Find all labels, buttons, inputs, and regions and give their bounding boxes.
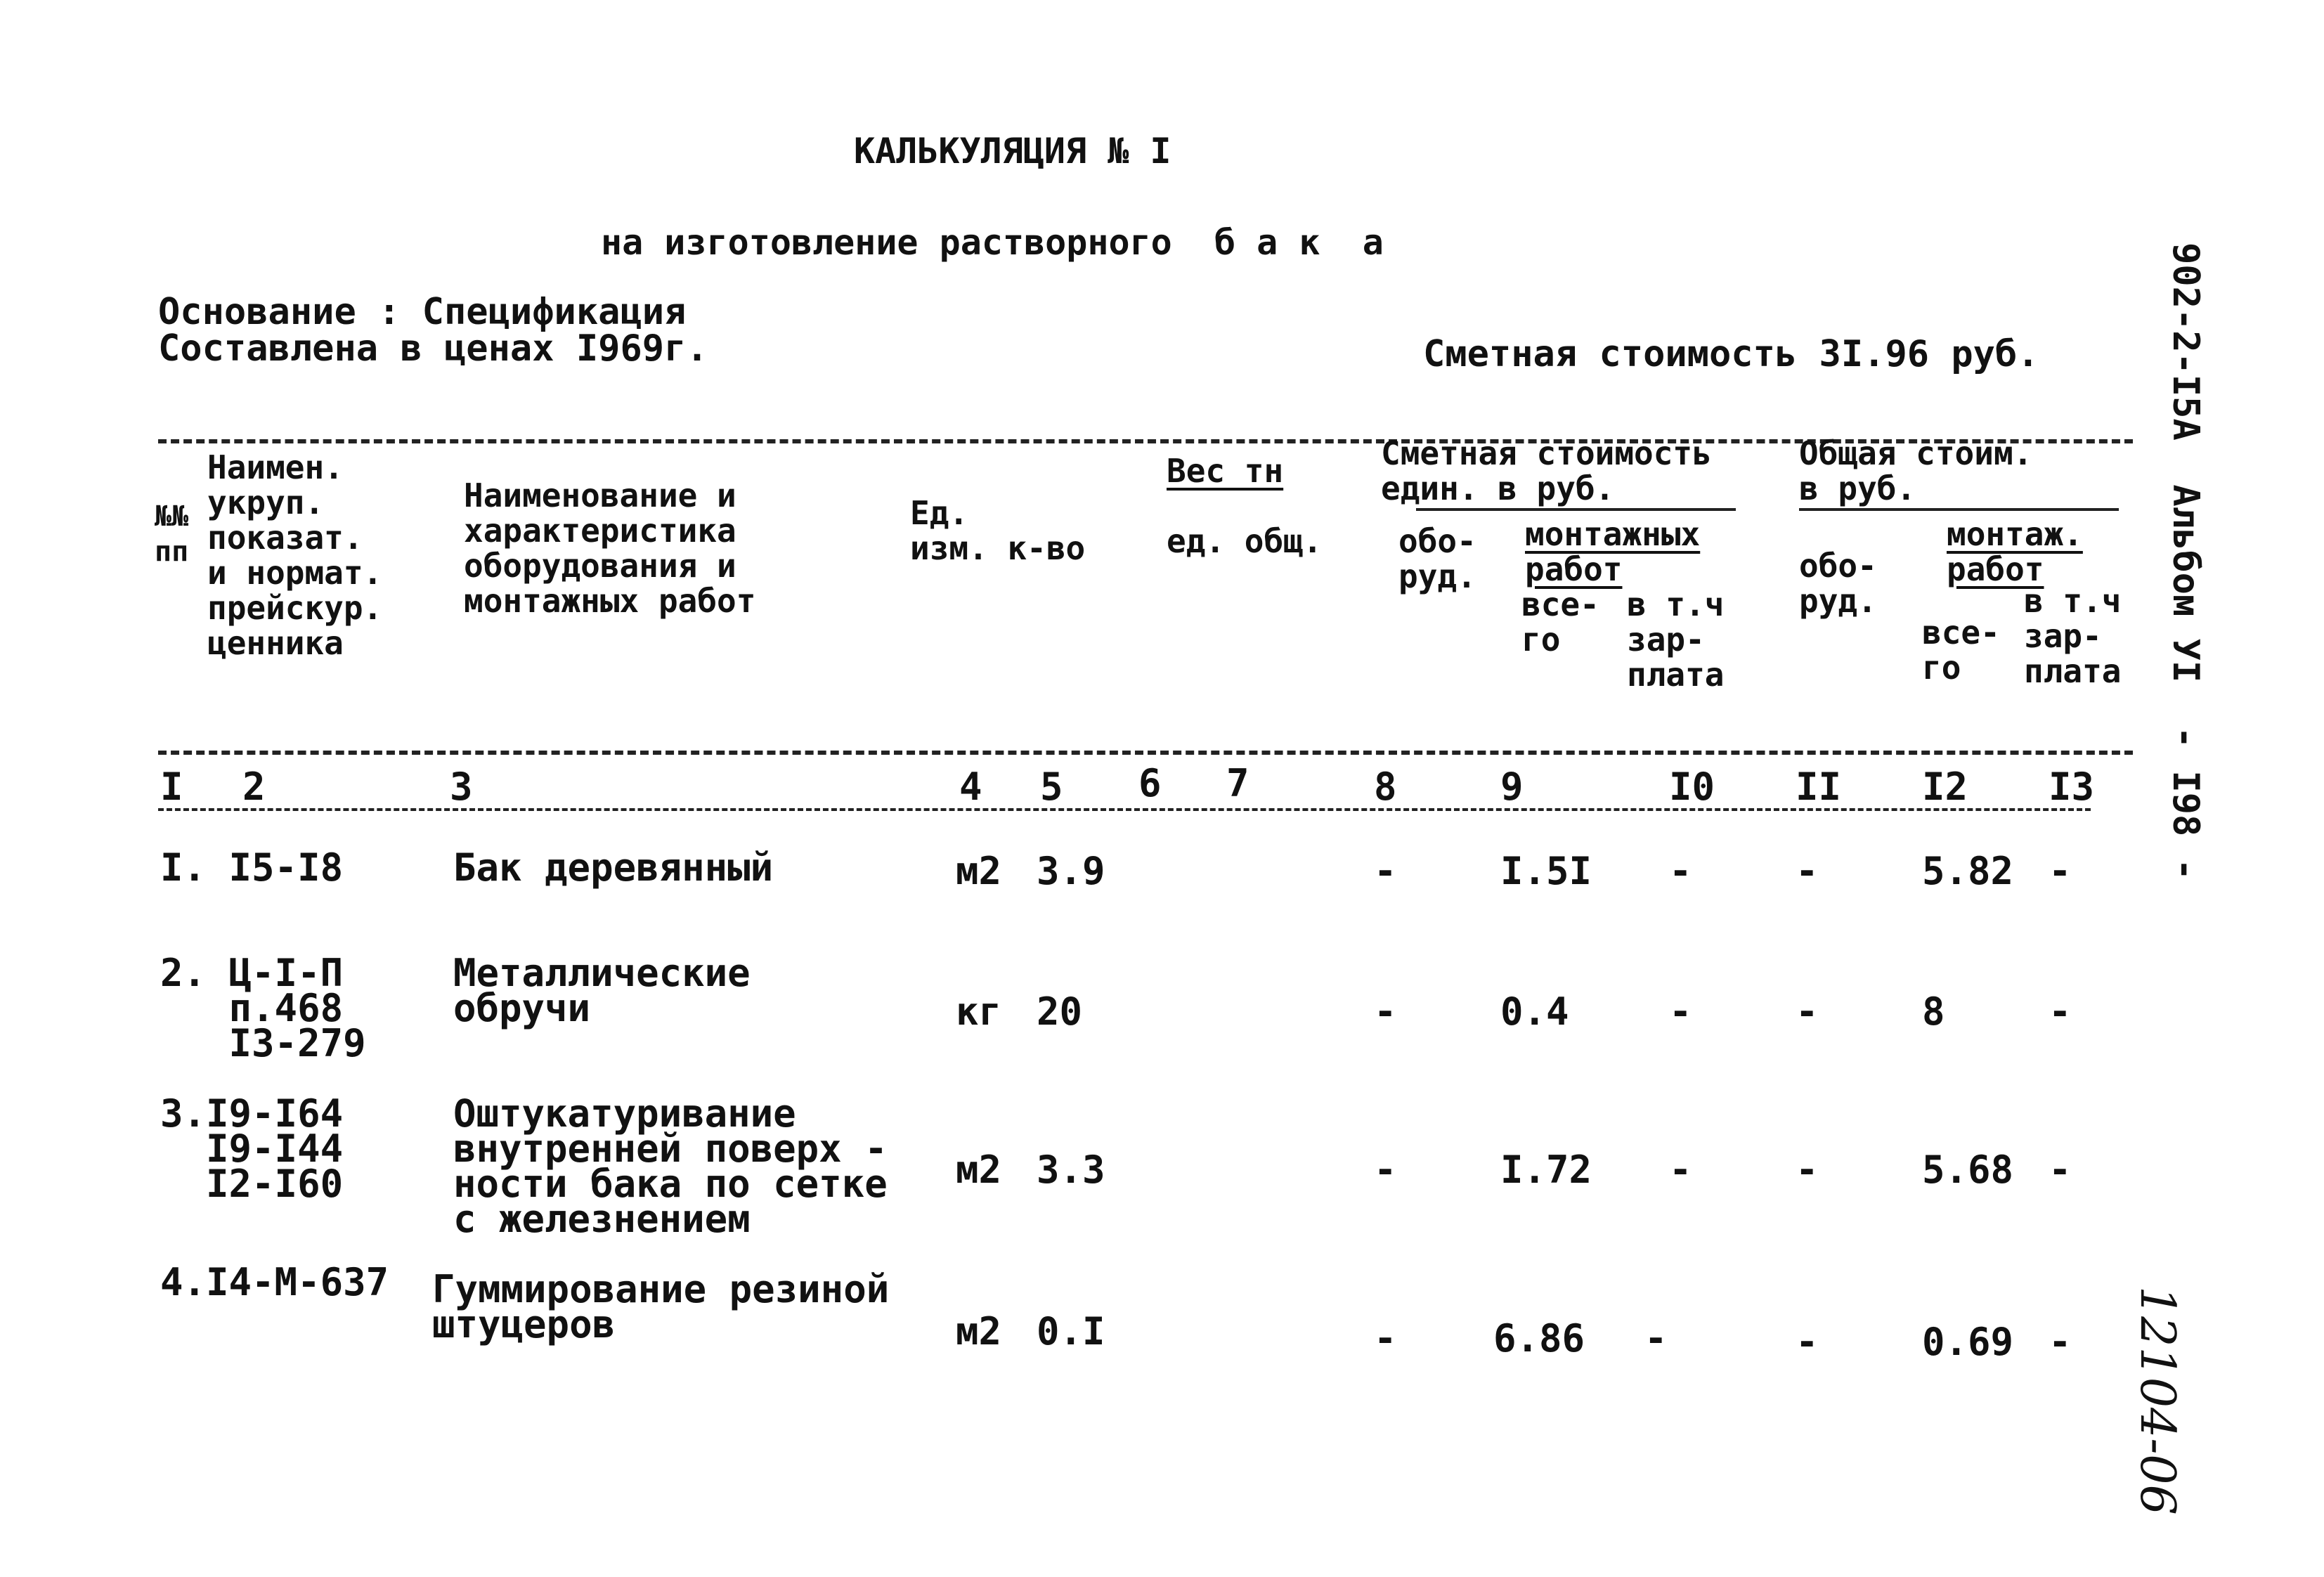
header-weight-sub: ед. общ. [1167, 522, 1323, 560]
row3-c13: - [2049, 1148, 2072, 1192]
row4-c8: - [1374, 1316, 1397, 1361]
row1-c12: 5.82 [1922, 849, 2014, 893]
row4-c9: 6.86 [1493, 1316, 1585, 1361]
row3-c11: - [1796, 1148, 1819, 1192]
row2-unit: кг [956, 989, 1002, 1034]
row3-unit: м2 [956, 1148, 1002, 1192]
row2-c10: - [1669, 989, 1692, 1034]
row2-code: 2. Ц-I-П п.468 I3-279 [160, 951, 366, 1065]
row1-c9: I.5I [1500, 849, 1592, 893]
estimated-cost: Сметная стоимость 3I.96 руб. [1423, 333, 2039, 375]
colnum-rule [158, 808, 2091, 811]
row1-c8: - [1374, 849, 1397, 893]
colnum-8: 8 [1374, 765, 1397, 809]
row1-c11: - [1796, 849, 1819, 893]
row2-name: Металлические обручи [453, 951, 751, 1030]
side-code: 902-2-I5A Альбом УI - I98 - [2164, 242, 2207, 881]
row1-unit: м2 [956, 849, 1002, 893]
document-subtitle: на изготовление растворного б а к а [601, 222, 1384, 263]
row3-c12: 5.68 [1922, 1148, 2014, 1192]
header-col3: Наименование и характеристика оборудования и монтажных работ [464, 476, 756, 620]
document-title: КАЛЬКУЛЯЦИЯ № I [854, 131, 1171, 171]
row2-qty: 20 [1037, 989, 1083, 1034]
row3-code: 3.I9-I64 I9-I44 I2-I60 [160, 1091, 344, 1206]
basis-text: Основание : Спецификация [158, 291, 687, 333]
colnum-6: 6 [1138, 761, 1162, 805]
row4-name: Гуммирование резиной штуцеров [432, 1267, 890, 1346]
colnum-3: 3 [450, 765, 473, 809]
row1-name: Бак деревянный [453, 845, 774, 890]
row2-c12: 8 [1922, 989, 1945, 1034]
row4-c13: - [2049, 1320, 2072, 1364]
row3-c9: I.72 [1500, 1148, 1592, 1192]
colnum-7: 7 [1226, 761, 1249, 805]
row4-qty: 0.I [1037, 1309, 1105, 1354]
row1-code: I. I5-I8 [160, 845, 344, 890]
row2-c9: 0.4 [1500, 989, 1569, 1034]
header-montage-total: монтаж. работ [1947, 515, 2083, 588]
colnum-2: 2 [242, 765, 266, 809]
header-total-cost-rule [1799, 508, 2119, 511]
colnum-11: II [1796, 765, 1842, 809]
row4-c10: - [1644, 1316, 1668, 1361]
header-bottom-rule [158, 751, 2133, 755]
colnum-10: I0 [1669, 765, 1715, 809]
row2-c13: - [2049, 989, 2072, 1034]
colnum-9: 9 [1500, 765, 1524, 809]
header-incl-total: в т.ч зар- плата [2024, 582, 2122, 690]
colnum-4: 4 [959, 765, 982, 809]
row4-code: 4.I4-М-637 [160, 1260, 389, 1304]
compiled-text: Составлена в ценах I969г. [158, 327, 708, 370]
header-col4-5: Ед. изм. к-во [910, 494, 1086, 567]
colnum-13: I3 [2049, 765, 2095, 809]
header-total-cost: Общая стоим. в руб. [1799, 434, 2033, 507]
row3-c8: - [1374, 1148, 1397, 1192]
row1-qty: 3.9 [1037, 849, 1105, 893]
header-equip-total: обо- руд. [1799, 547, 1877, 620]
row4-c11: - [1796, 1320, 1819, 1364]
colnum-12: I2 [1922, 765, 1968, 809]
header-col1: №№ пп [155, 500, 189, 568]
row2-c8: - [1374, 989, 1397, 1034]
header-unit-cost: Сметная стоимость един. в руб. [1381, 434, 1712, 507]
header-incl-unit: в т.ч зар- плата [1627, 585, 1725, 694]
header-all-total: все- го [1922, 614, 2000, 687]
colnum-1: I [160, 765, 183, 809]
row2-c11: - [1796, 989, 1819, 1034]
header-montage-unit: монтажных работ [1525, 515, 1701, 588]
header-weight: Вес тн [1167, 452, 1284, 490]
row3-qty: 3.3 [1037, 1148, 1105, 1192]
header-unit-cost-rule [1416, 508, 1736, 511]
row1-c10: - [1669, 849, 1692, 893]
row4-c12: 0.69 [1922, 1320, 2014, 1364]
header-equip-unit: обо- руд. [1398, 522, 1476, 595]
row3-c10: - [1669, 1148, 1692, 1192]
row1-c13: - [2049, 849, 2072, 893]
handwritten-number: 12104-06 [2129, 1286, 2185, 1515]
header-col2: Наимен. укруп. показат. и нормат. прейскур. ценника [207, 448, 383, 662]
header-all-unit: все- го [1521, 585, 1599, 658]
row3-name: Оштукатуривание внутренней поверх - ности бака по сетке с железнением [453, 1091, 888, 1241]
row4-unit: м2 [956, 1309, 1002, 1354]
colnum-5: 5 [1040, 765, 1063, 809]
